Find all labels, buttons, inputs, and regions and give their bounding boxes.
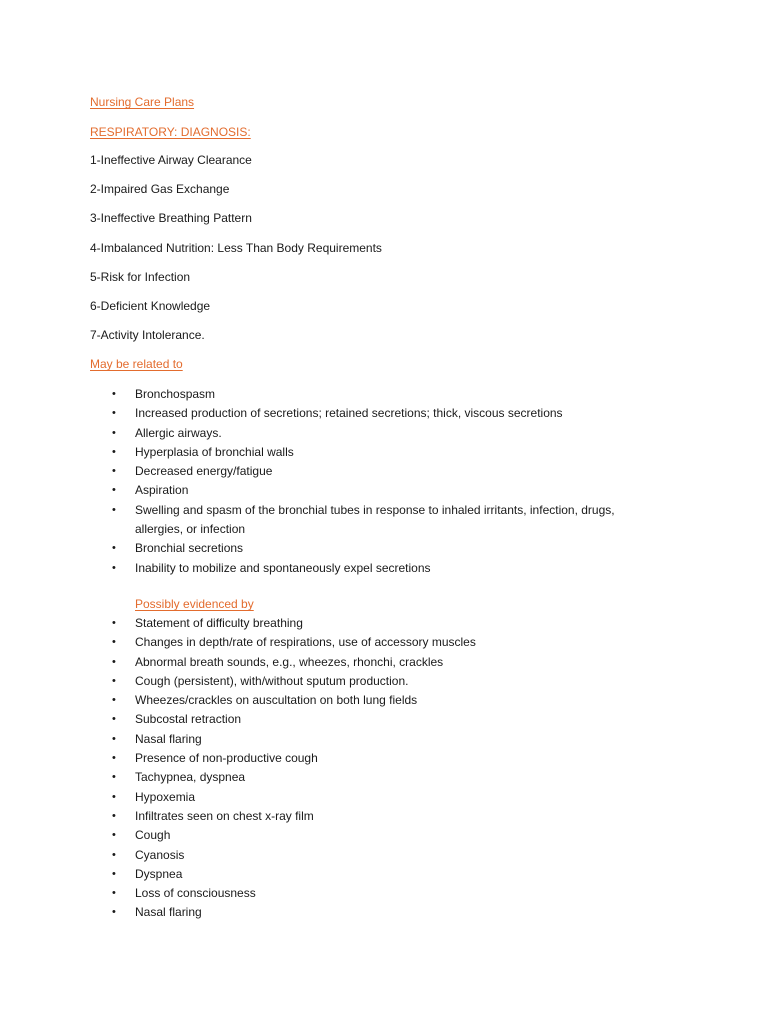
bullet-icon: • [112, 388, 116, 400]
diagnosis-item: 5-Risk for Infection [90, 270, 191, 284]
bullet-icon: • [112, 426, 116, 439]
list-item: • Subcostal retraction [112, 710, 672, 729]
list-item: • Abnormal breath sounds, e.g., wheezes, rhonchi, crackles [112, 653, 672, 672]
list-item: • Infiltrates seen on chest x-ray film [112, 807, 672, 826]
bullet-icon: • [112, 713, 116, 726]
bullet-icon: • [112, 636, 116, 649]
list-item: • Swelling and spasm of the bronchial tubes in response to inhaled irritants, infection, drugs, allergies, or infection [112, 502, 615, 537]
list-item: • Cough (persistent), with/without sputum production. [112, 672, 672, 691]
bullet-icon: • [112, 694, 116, 707]
bullet-icon: • [112, 867, 116, 880]
list-item: • Inability to mobilize and spontaneously expel secretions [112, 559, 672, 578]
bullet-icon: • [112, 887, 116, 900]
diagnosis-item: 4-Imbalanced Nutrition: Less Than Body Requirements [90, 241, 382, 255]
bullet-icon: • [112, 655, 116, 668]
diagnosis-item: 7-Activity Intolerance. [90, 328, 205, 342]
diagnosis-item: 2-Impaired Gas Exchange [90, 182, 230, 196]
bullet-icon: • [112, 617, 116, 629]
bullet-icon: • [112, 674, 116, 687]
list-item: • Changes in depth/rate of respirations, use of accessory muscles [112, 633, 672, 652]
bullet-icon: • [112, 848, 116, 861]
list-item: • Cyanosis [112, 846, 672, 865]
list-item: • Nasal flaring [112, 903, 672, 922]
list-item: • Wheezes/crackles on auscultation on both lung fields [112, 691, 672, 710]
list-item: • Cough [112, 826, 672, 845]
bullet-icon: • [112, 752, 116, 765]
bullet-icon: • [112, 503, 116, 516]
bullet-icon: • [112, 465, 116, 478]
related-list [112, 385, 672, 578]
bullet-icon: • [112, 790, 116, 803]
list-item: • Hypoxemia [112, 788, 672, 807]
list-item: • Loss of consciousness [112, 884, 672, 903]
bullet-icon: • [112, 407, 116, 420]
list-item: • Aspiration [112, 481, 672, 500]
list-item: • Allergic airways. [112, 424, 672, 443]
list-item: • Tachypnea, dyspnea [112, 768, 672, 787]
list-item: • Decreased energy/fatigue [112, 462, 672, 481]
evidenced-list [112, 614, 672, 923]
diagnosis-item: 1-Ineffective Airway Clearance [90, 153, 252, 167]
list-item: • Statement of difficulty breathing [112, 614, 672, 633]
list-item: • Bronchospasm [112, 385, 672, 404]
section-heading: RESPIRATORY: DIAGNOSIS: [90, 125, 251, 139]
related-heading: May be related to [90, 357, 183, 371]
bullet-icon: • [112, 445, 116, 458]
bullet-icon: • [112, 906, 116, 919]
bullet-icon: • [112, 484, 116, 497]
bullet-icon: • [112, 829, 116, 842]
bullet-icon: • [112, 542, 116, 555]
bullet-icon: • [112, 771, 116, 784]
evidenced-heading: Possibly evidenced by [135, 597, 254, 611]
diagnosis-item: 6-Deficient Knowledge [90, 299, 211, 313]
list-item: • Presence of non-productive cough [112, 749, 672, 768]
bullet-icon: • [112, 561, 116, 574]
list-item: • Increased production of secretions; retained secretions; thick, viscous secretions [112, 404, 672, 423]
list-item: • Hyperplasia of bronchial walls [112, 443, 672, 462]
diagnosis-item: 3-Ineffective Breathing Pattern [90, 211, 252, 225]
bullet-icon: • [112, 732, 116, 745]
list-item: • Bronchial secretions [112, 539, 672, 558]
list-item: • Dyspnea [112, 865, 672, 884]
list-item: • Nasal flaring [112, 730, 672, 749]
bullet-icon: • [112, 809, 116, 822]
document-title: Nursing Care Plans [90, 95, 195, 109]
